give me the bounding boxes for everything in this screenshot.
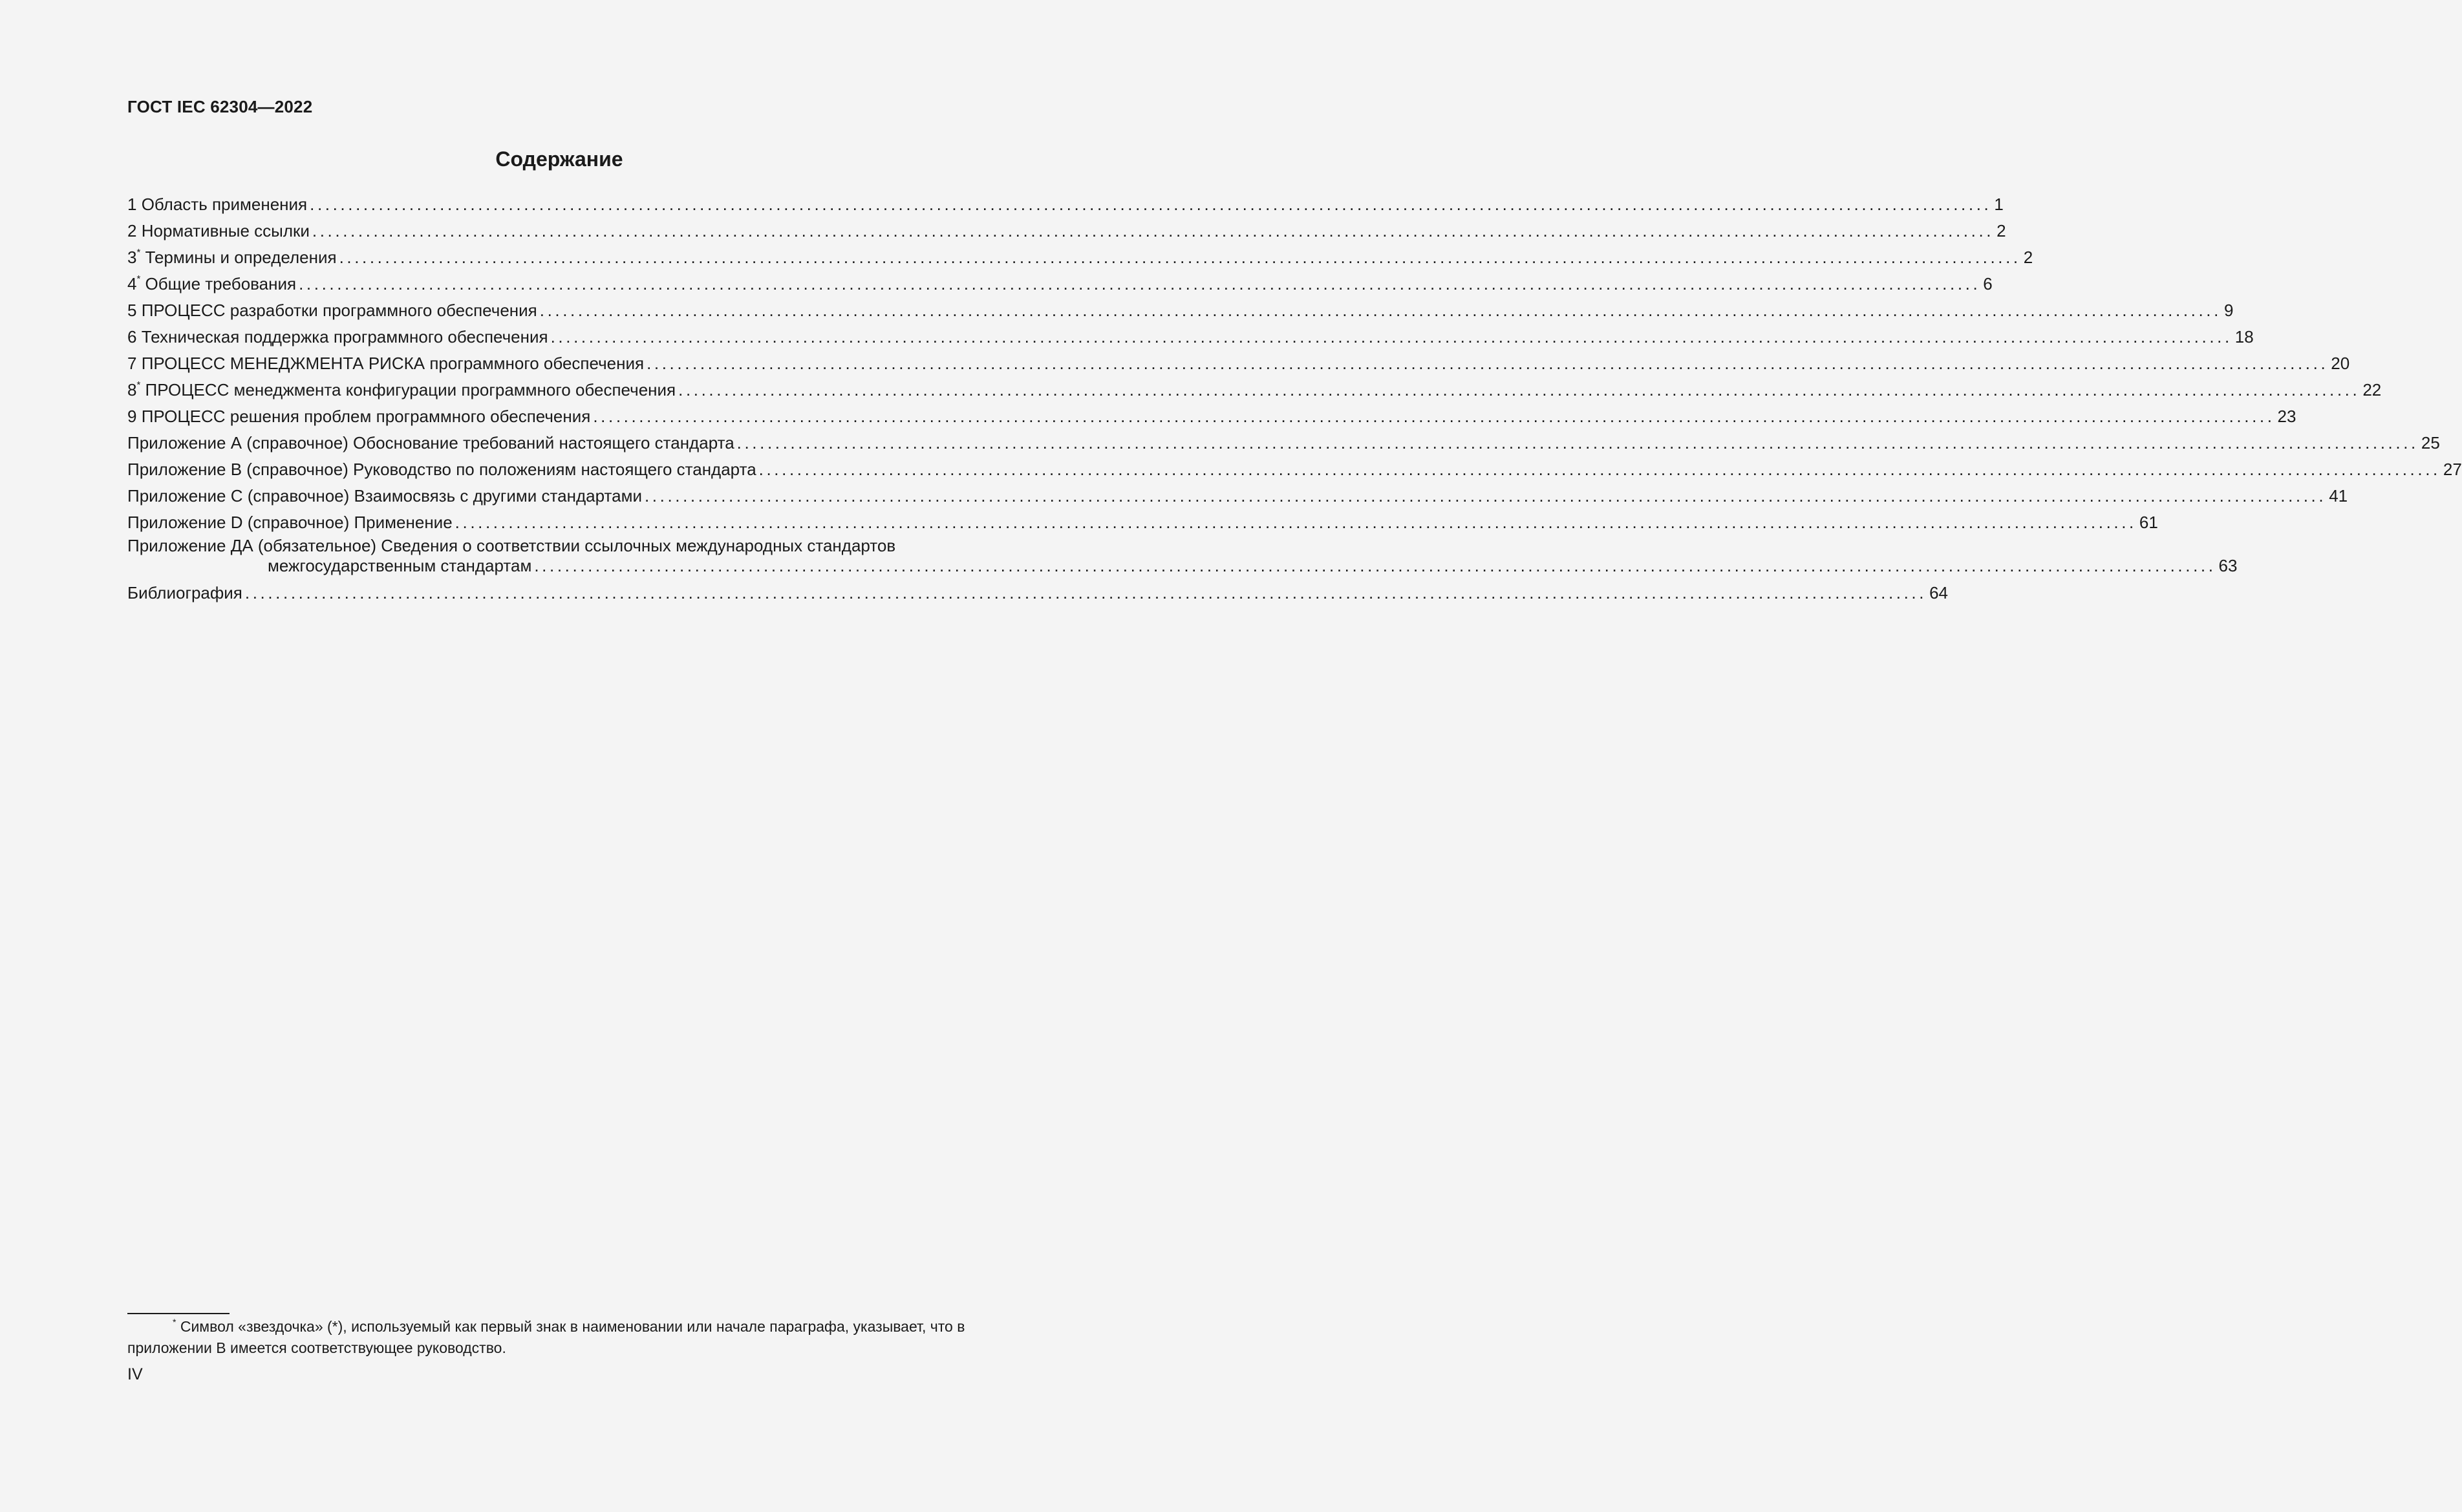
toc-entry-number: 9 (127, 407, 137, 426)
toc-entry-text: ПРОЦЕСС МЕНЕДЖМЕНТА РИСКА программного обеспечения (141, 354, 645, 373)
document-code: ГОСТ IEC 62304—2022 (127, 97, 313, 116)
toc-entry[interactable] (127, 479, 2348, 506)
toc-entry-page: 25 (2421, 433, 2440, 453)
toc-entry-text: ПРОЦЕСС решения проблем программного обеспечения (141, 407, 591, 426)
toc-entry-label (127, 248, 337, 267)
toc-entry-label (127, 354, 644, 373)
toc-entry-page: 9 (2223, 301, 2234, 320)
toc-entry-text: Приложение В (справочное) Руководство по положениям настоящего стандарта (127, 460, 756, 479)
toc-entry-label (127, 460, 756, 479)
leader-dots: ............................................................................................................................................................................................................................ (455, 513, 2137, 532)
leader-dots: ............................................................................................................................................................................................................................ (299, 274, 1981, 293)
leader-dots: ............................................................................................................................................................................................................................ (534, 556, 2216, 575)
toc-entry-page: 2 (2023, 248, 2033, 267)
toc-entry-text: ПРОЦЕСС менеджмента конфигурации программного обеспечения (145, 380, 676, 399)
leader-dots: ............................................................................................................................................................................................................................ (339, 248, 2021, 267)
leader-dots: ............................................................................................................................................................................................................................ (310, 195, 1992, 214)
asterisk-marker: * (136, 379, 141, 390)
toc-entry-page: 27 (2443, 460, 2462, 479)
toc-entry-label (127, 195, 307, 214)
toc-entry[interactable] (127, 187, 2004, 214)
leader-dots: ............................................................................................................................................................................................................................ (244, 583, 1927, 602)
toc-entry-number: 4 (127, 274, 137, 293)
toc-entry-number: 8 (127, 380, 137, 399)
asterisk-marker: * (136, 247, 141, 258)
leader-dots: ............................................................................................................................................................................................................................ (312, 221, 1995, 240)
leader-dots: ............................................................................................................................................................................................................................ (539, 301, 2221, 320)
leader-dots: ............................................................................................................................................................................................................................ (736, 433, 2419, 453)
toc-entry-label: Приложение ДА (обязательное) Сведения о соответствии ссылочных международных стандартов (127, 536, 896, 555)
toc-entry-text: Общие требования (145, 274, 297, 293)
toc-entry-page: 63 (2218, 556, 2238, 575)
toc-entry-text: Область применения (141, 195, 308, 214)
toc-entry-number: 6 (127, 327, 137, 346)
toc-entry-text: Термины и определения (145, 248, 337, 267)
table-of-contents (127, 187, 2462, 602)
toc-entry[interactable] (127, 426, 2440, 453)
toc-entry-page: 18 (2234, 327, 2254, 346)
toc-entry[interactable] (127, 346, 2350, 373)
toc-entry-number: 1 (127, 195, 137, 214)
toc-entry-text: Приложение D (справочное) Применение (127, 513, 453, 532)
toc-entry-label (127, 513, 453, 532)
toc-entry-annex-da[interactable] (127, 532, 2238, 576)
toc-entry-label (127, 301, 537, 320)
toc-entry[interactable] (127, 399, 2296, 426)
footnote-divider (127, 1313, 230, 1314)
toc-entry-page: 61 (2139, 513, 2158, 532)
page-number: IV (127, 1365, 143, 1383)
toc-entry-page: 41 (2329, 486, 2348, 506)
asterisk-marker: * (136, 273, 141, 284)
toc-entry-text: ПРОЦЕСС разработки программного обеспечения (141, 301, 537, 320)
toc-entry[interactable] (127, 240, 2033, 267)
toc-entry[interactable] (127, 293, 2234, 320)
footnote-marker: * (173, 1317, 177, 1327)
toc-entry[interactable] (127, 453, 2462, 479)
toc-entry-label (127, 486, 642, 506)
toc-entry-label (127, 274, 296, 293)
toc-entry[interactable] (127, 214, 2006, 240)
toc-entry-number: 7 (127, 354, 137, 373)
toc-entry-label (127, 407, 590, 426)
toc-entry-page: 23 (2277, 407, 2296, 426)
toc-entry-label-continuation: межгосударственным стандартам (268, 556, 532, 575)
toc-title: Содержание (495, 147, 623, 171)
toc-entry[interactable] (127, 267, 1993, 293)
leader-dots: ............................................................................................................................................................................................................................ (644, 486, 2327, 506)
leader-dots: ............................................................................................................................................................................................................................ (593, 407, 2275, 426)
toc-entry-label (127, 433, 734, 453)
toc-entry[interactable] (127, 506, 2158, 532)
toc-entry-text: Приложение А (справочное) Обоснование требований настоящего стандарта (127, 433, 734, 453)
toc-entry-text: Нормативные ссылки (141, 221, 310, 240)
toc-entry-text: Техническая поддержка программного обеспечения (141, 327, 548, 346)
toc-entry-number: 5 (127, 301, 137, 320)
leader-dots: ............................................................................................................................................................................................................................ (758, 460, 2441, 479)
toc-entry-page: 1 (1994, 195, 2004, 214)
leader-dots: ............................................................................................................................................................................................................................ (678, 380, 2360, 399)
toc-entry-page: 20 (2331, 354, 2350, 373)
toc-entry-label (127, 221, 310, 240)
toc-entry[interactable] (127, 373, 2382, 399)
toc-entry-bibliography[interactable] (127, 576, 1948, 602)
toc-entry-label: Библиография (127, 583, 242, 602)
toc-entry-label (127, 380, 676, 399)
toc-entry[interactable] (127, 320, 2254, 346)
toc-entry-text: Приложение С (справочное) Взаимосвязь с другими стандартами (127, 486, 642, 506)
footnote-text: Символ «звездочка» (*), используемый как первый знак в наименовании или начале параграфа, указывает, что в приложении В имеется соответствующее руководство. (127, 1318, 965, 1356)
toc-entry-number: 3 (127, 248, 137, 267)
leader-dots: ............................................................................................................................................................................................................................ (647, 354, 2329, 373)
toc-entry-label (127, 327, 548, 346)
leader-dots: ............................................................................................................................................................................................................................ (550, 327, 2232, 346)
toc-entry-page: 2 (1996, 221, 2006, 240)
toc-entry-page: 6 (1983, 274, 1993, 293)
toc-entry-page: 22 (2362, 380, 2382, 399)
toc-entry-number: 2 (127, 221, 137, 240)
toc-entry-page: 64 (1929, 583, 1948, 602)
footnote (127, 1316, 992, 1359)
